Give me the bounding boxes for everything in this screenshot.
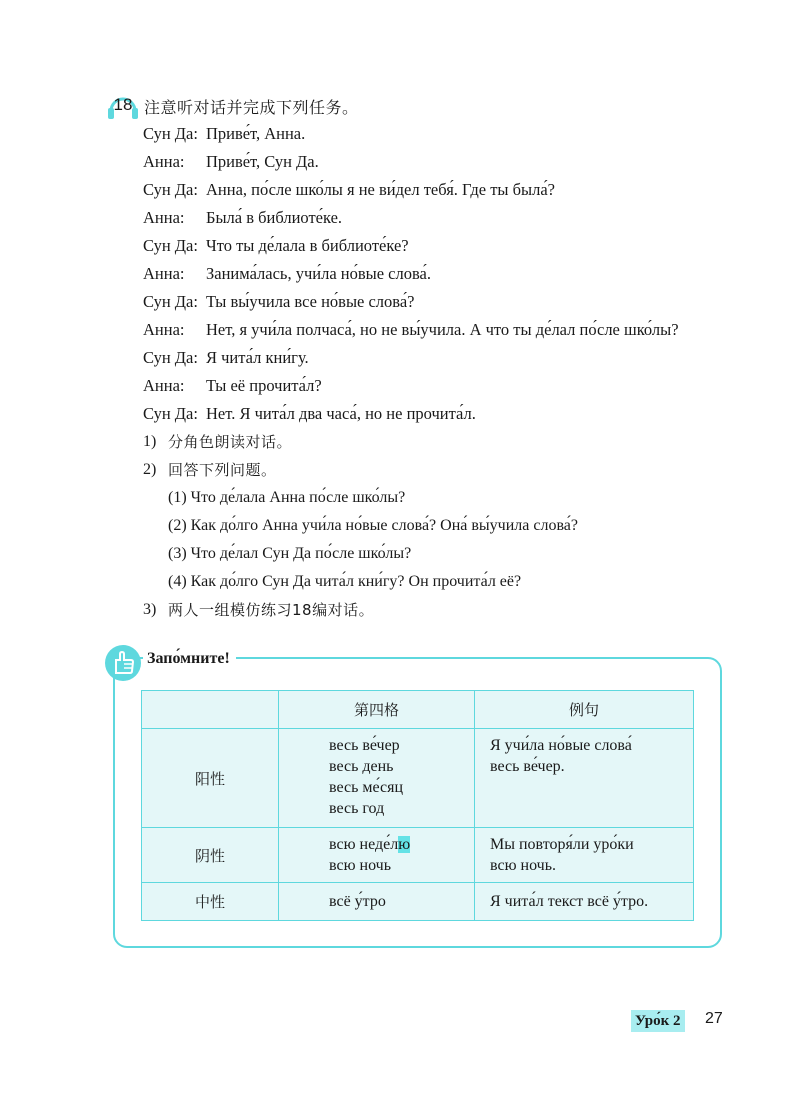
speaker: Сун Да:	[143, 348, 198, 367]
exercise-number: 18	[113, 95, 133, 114]
example-line: Мы повторя́ли уро́ки	[490, 836, 634, 853]
task-number: 3)	[143, 601, 157, 618]
dialog-line	[143, 204, 763, 232]
task-text: 分角色朗读对话。	[168, 433, 293, 451]
utterance: Была́ в библиоте́ке.	[206, 208, 343, 227]
speaker: Сун Да:	[143, 124, 198, 143]
speaker: Сун Да:	[143, 292, 198, 311]
example-line: всю ночь.	[490, 857, 557, 874]
form-line	[329, 834, 474, 855]
form-line: весь ве́чер	[329, 737, 400, 754]
task-text: 两人一组模仿练习18编对话。	[168, 601, 375, 619]
speaker: Анна:	[143, 376, 185, 395]
dialog-line	[143, 316, 763, 344]
example-cell	[475, 828, 694, 883]
utterance: Анна, по́сле шко́лы я не ви́дел тебя́. Где ты была́?	[206, 180, 555, 199]
dialog	[143, 120, 763, 428]
table-row	[142, 828, 694, 883]
grammar-table	[141, 690, 694, 921]
gender-cell: 中性	[142, 883, 279, 921]
example-line: Я учи́ла но́вые слова́	[490, 737, 632, 754]
dialog-line	[143, 400, 763, 428]
question-item: (4) Как до́лго Сун Да чита́л кни́гу? Он прочита́л её?	[168, 573, 522, 590]
page-number: 27	[705, 1010, 723, 1027]
task-text: 回答下列问题。	[168, 461, 277, 479]
task-item	[143, 428, 763, 456]
example-cell	[475, 729, 694, 828]
dialog-line	[143, 148, 763, 176]
question-item: (2) Как до́лго Анна учи́ла но́вые слова́? Она́ вы́учила слова́?	[168, 517, 578, 534]
highlighted-ending: ю	[398, 836, 411, 853]
exercise-header	[106, 90, 359, 122]
example-line: весь ве́чер.	[490, 758, 565, 775]
forms-cell	[279, 883, 475, 921]
utterance: Я чита́л кни́гу.	[206, 348, 309, 367]
form-line: всю ночь	[329, 857, 392, 874]
utterance: Нет, я учи́ла полчаса́, но не вы́учила. А что ты де́лал по́сле шко́лы?	[206, 320, 679, 339]
table-row	[142, 729, 694, 828]
dialog-line	[143, 288, 763, 316]
question-item: (1) Что де́лала Анна по́сле шко́лы?	[168, 489, 406, 506]
gender-cell: 阴性	[142, 828, 279, 883]
exercise-instruction: 注意听对话并完成下列任务。	[144, 97, 359, 117]
utterance: Что ты де́лала в библиоте́ке?	[206, 236, 409, 255]
form-text: всю неде́л	[329, 836, 399, 853]
utterance: Занима́лась, учи́ла но́вые слова́.	[206, 264, 431, 283]
dialog-line	[143, 344, 763, 372]
forms-cell	[279, 729, 475, 828]
example-line: Я чита́л текст всё у́тро.	[490, 893, 649, 910]
form-line: весь год	[329, 800, 385, 817]
table-header-blank	[142, 691, 279, 729]
dialog-line	[143, 372, 763, 400]
dialog-line	[143, 260, 763, 288]
table-header-example: 例句	[475, 691, 694, 729]
dialog-line	[143, 120, 763, 148]
utterance: Нет. Я чита́л два часа́, но не прочита́л.	[206, 404, 476, 423]
form-line: весь день	[329, 758, 394, 775]
forms-cell	[279, 828, 475, 883]
speaker: Анна:	[143, 152, 185, 171]
utterance: Ты вы́учила все но́вые слова́?	[206, 292, 415, 311]
form-line: весь ме́сяц	[329, 779, 404, 796]
task-number: 1)	[143, 433, 157, 450]
speaker: Сун Да:	[143, 180, 198, 199]
example-cell	[475, 883, 694, 921]
form-line: всё у́тро	[329, 893, 386, 910]
task-item	[143, 596, 763, 624]
table-header-case: 第四格	[279, 691, 475, 729]
task-number: 2)	[143, 461, 157, 478]
lesson-label: Уро́к 2	[631, 1010, 685, 1032]
utterance: Приве́т, Анна.	[206, 124, 306, 143]
task-list	[143, 428, 763, 624]
exercise-number-badge	[106, 89, 140, 123]
utterance: Ты её прочита́л?	[206, 376, 322, 395]
speaker: Сун Да:	[143, 236, 198, 255]
dialog-line	[143, 176, 763, 204]
utterance: Приве́т, Сун Да.	[206, 152, 319, 171]
table-row	[142, 883, 694, 921]
speaker: Анна:	[143, 208, 185, 227]
memo-hand-icon	[103, 643, 143, 683]
speaker: Анна:	[143, 264, 185, 283]
table-header-row	[142, 691, 694, 729]
task-item	[143, 456, 763, 484]
memo-title: Запо́мните!	[147, 650, 230, 667]
dialog-line	[143, 232, 763, 260]
gender-cell: 阳性	[142, 729, 279, 828]
question-item: (3) Что де́лал Сун Да по́сле шко́лы?	[168, 545, 412, 562]
memo-title-wrap	[143, 648, 236, 670]
speaker: Анна:	[143, 320, 185, 339]
speaker: Сун Да:	[143, 404, 198, 423]
